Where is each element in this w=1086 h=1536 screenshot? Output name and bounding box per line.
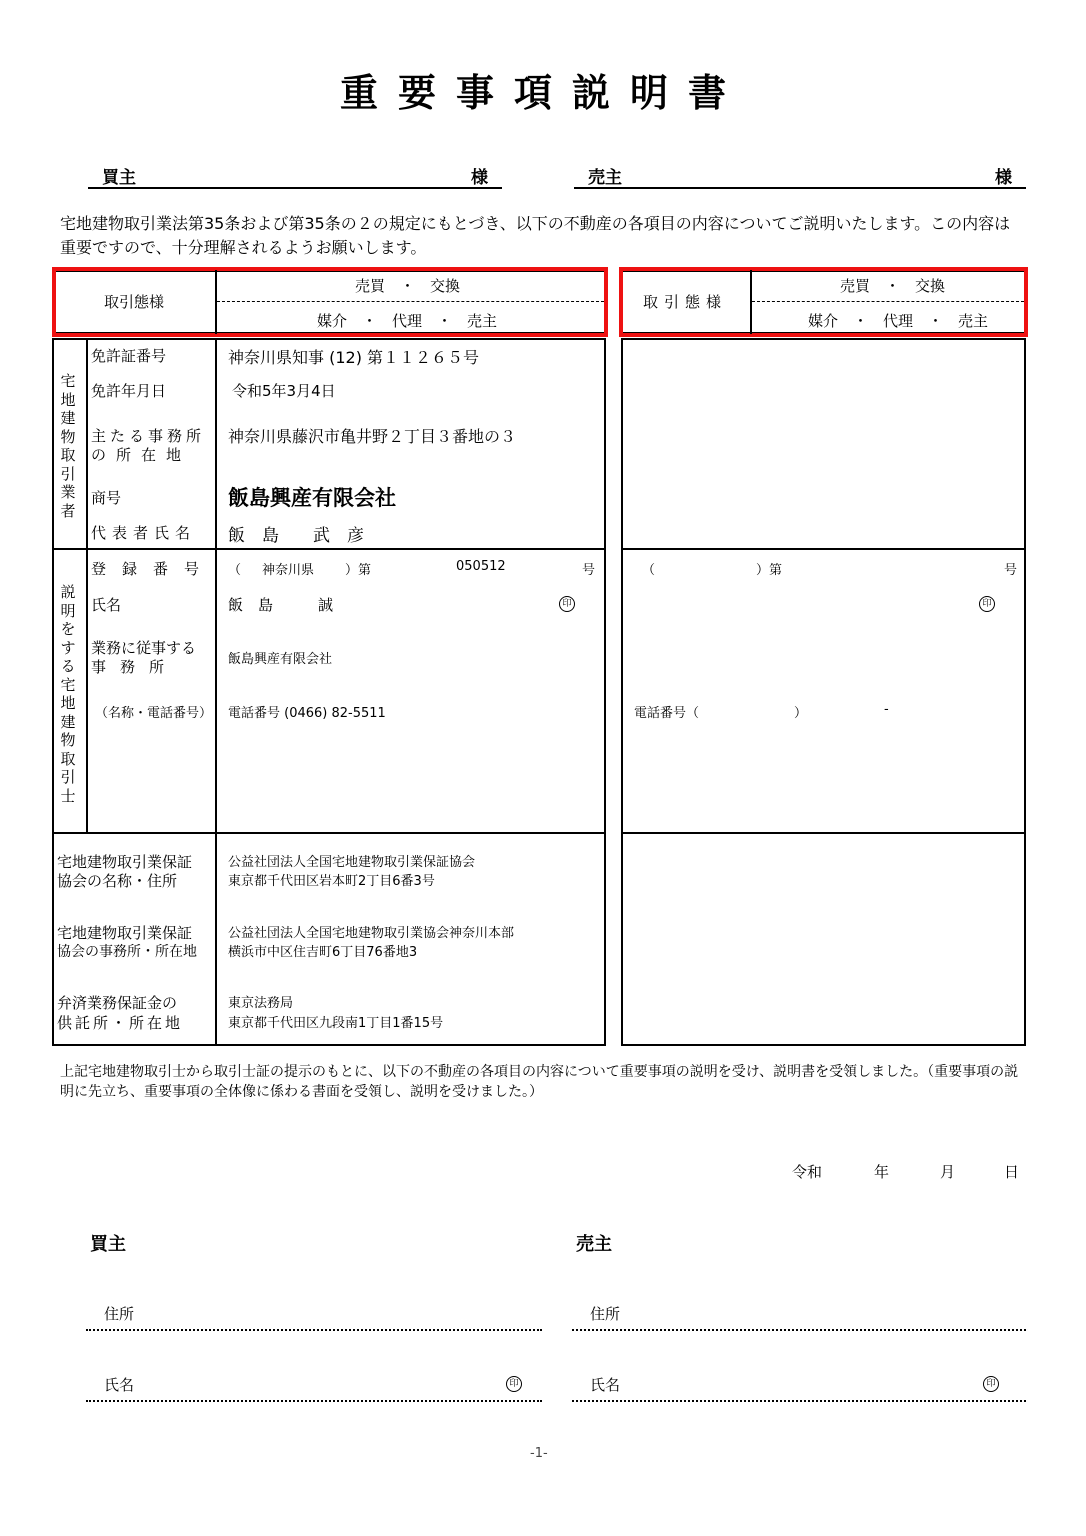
right-phone-close: ） [794, 706, 808, 721]
sign-seller-label: 売主 [576, 1234, 612, 1255]
buyer-header [88, 163, 502, 189]
name-label: 氏名 [91, 596, 122, 614]
rep-value: 飯 島 武 彦 [228, 526, 364, 546]
license-date-value: 令和5年3月4日 [232, 382, 336, 400]
deposit-label-1: 弁済業務保証金の [57, 994, 178, 1012]
page-number: -1- [530, 1446, 548, 1461]
agent-phone: 電話番号 (0466) 82-5511 [228, 706, 386, 721]
deposit-label-2: 供託所・所在地 [57, 1014, 184, 1032]
office-value: 神奈川県藤沢市亀井野２丁目３番地の３ [228, 427, 517, 446]
deal-type-label-right: 取引態様 [643, 293, 728, 311]
agent-section-label: 説明をする宅地建物取引士 [60, 583, 76, 805]
seller-sama: 様 [995, 168, 1012, 188]
guarantee-office-value-2: 横浜市中区住吉町6丁目76番地3 [228, 945, 418, 960]
seal-buyer: 印 [506, 1376, 522, 1392]
seller-name-label: 氏名 [590, 1376, 621, 1394]
assoc-value-1: 公益社団法人全国宅地建物取引業保証協会 [228, 855, 476, 870]
seller-name-line[interactable] [572, 1400, 1026, 1402]
reg-open: （ [228, 563, 242, 578]
date-month: 月 [940, 1163, 956, 1181]
deal-row1-left: 売買 ・ 交換 [355, 277, 461, 295]
reg-label: 登録番号 [91, 560, 216, 578]
company-value: 飯島興産有限会社 [228, 485, 396, 510]
reg-pref: 神奈川県 [262, 563, 315, 578]
seller-label: 売主 [588, 168, 622, 188]
assoc-value-2: 東京都千代田区岩本町2丁目6番3号 [228, 874, 435, 889]
license-no-label: 免許証番号 [91, 347, 167, 365]
buyer-address-label: 住所 [104, 1305, 135, 1323]
reg-no: 050512 [456, 559, 506, 574]
seller-header [574, 163, 1026, 189]
agent-office-label-2: 事務所 [91, 658, 179, 676]
license-date-label: 免許年月日 [91, 382, 167, 400]
right-reg-close: ）第 [756, 563, 783, 578]
seal-agent-left: 印 [559, 596, 575, 612]
reg-close: ）第 [345, 563, 372, 578]
reg-suffix: 号 [582, 563, 596, 578]
deal-row2-right: 媒介 ・ 代理 ・ 売主 [808, 312, 989, 330]
buyer-label: 買主 [102, 168, 136, 188]
seller-address-label: 住所 [590, 1305, 621, 1323]
right-reg-open: （ [642, 563, 656, 578]
agent-office-name: 飯島興産有限会社 [228, 652, 333, 667]
date-day: 日 [1004, 1163, 1020, 1181]
right-phone-label: 電話番号（ [634, 706, 700, 721]
right-reg-suffix: 号 [1004, 563, 1018, 578]
date-era: 令和 [792, 1163, 823, 1181]
assoc-label-1: 宅地建物取引業保証 [57, 853, 193, 871]
buyer-address-line[interactable] [86, 1329, 542, 1331]
license-no-value: 神奈川県知事 (12) 第１１２６５号 [228, 348, 480, 367]
deal-row2-left: 媒介 ・ 代理 ・ 売主 [317, 312, 498, 330]
buyer-name-line[interactable] [86, 1400, 542, 1402]
name-value: 飯 島 誠 [228, 596, 334, 614]
agent-office-sub: （名称・電話番号） [95, 706, 213, 721]
broker-section-label: 宅地建物取引業者 [60, 372, 76, 520]
date-year: 年 [874, 1163, 890, 1181]
page-title: 重要事項説明書 [339, 71, 746, 115]
intro-text: 宅地建物取引業法第35条および第35条の２の規定にもとづき、以下の不動産の各項目の内容についてご説明いたします。この内容は重要ですので、十分理解されるようお願いします。 [60, 214, 1011, 257]
office-label-2: の所在地 [91, 446, 192, 464]
buyer-sama: 様 [471, 168, 488, 188]
deal-type-label-left: 取引態様 [104, 293, 165, 311]
company-label: 商号 [91, 489, 122, 507]
agent-office-label-1: 業務に従事する [91, 639, 197, 657]
buyer-name-label: 氏名 [104, 1376, 135, 1394]
right-phone-dash: - [884, 702, 889, 717]
guarantee-office-label-2: 協会の事務所・所在地 [57, 944, 197, 960]
deposit-value-2: 東京都千代田区九段南1丁目1番15号 [228, 1016, 444, 1031]
office-label-1: 主たる事務所 [91, 427, 206, 445]
seal-seller: 印 [983, 1376, 999, 1392]
guarantee-office-value-1: 公益社団法人全国宅地建物取引業協会神奈川本部 [228, 926, 515, 941]
receipt-text: 上記宅地建物取引士から取引士証の提示のもとに、以下の不動産の各項目の内容について重要事項の説明を受け、説明書を受領しました。（重要事項の説明に先立ち、重要事項の全体像に係わる書面を受領し、説明を受けました。） [60, 1064, 1019, 1100]
sign-buyer-label: 買主 [90, 1234, 126, 1255]
rep-label: 代表者氏名 [91, 524, 197, 542]
seller-address-line[interactable] [572, 1329, 1026, 1331]
main-table-right [621, 338, 1026, 1046]
assoc-label-2: 協会の名称・住所 [57, 872, 178, 890]
deposit-value-1: 東京法務局 [228, 996, 294, 1011]
guarantee-office-label-1: 宅地建物取引業保証 [57, 924, 193, 942]
seal-agent-right: 印 [979, 596, 995, 612]
deal-row1-right: 売買 ・ 交換 [840, 277, 946, 295]
